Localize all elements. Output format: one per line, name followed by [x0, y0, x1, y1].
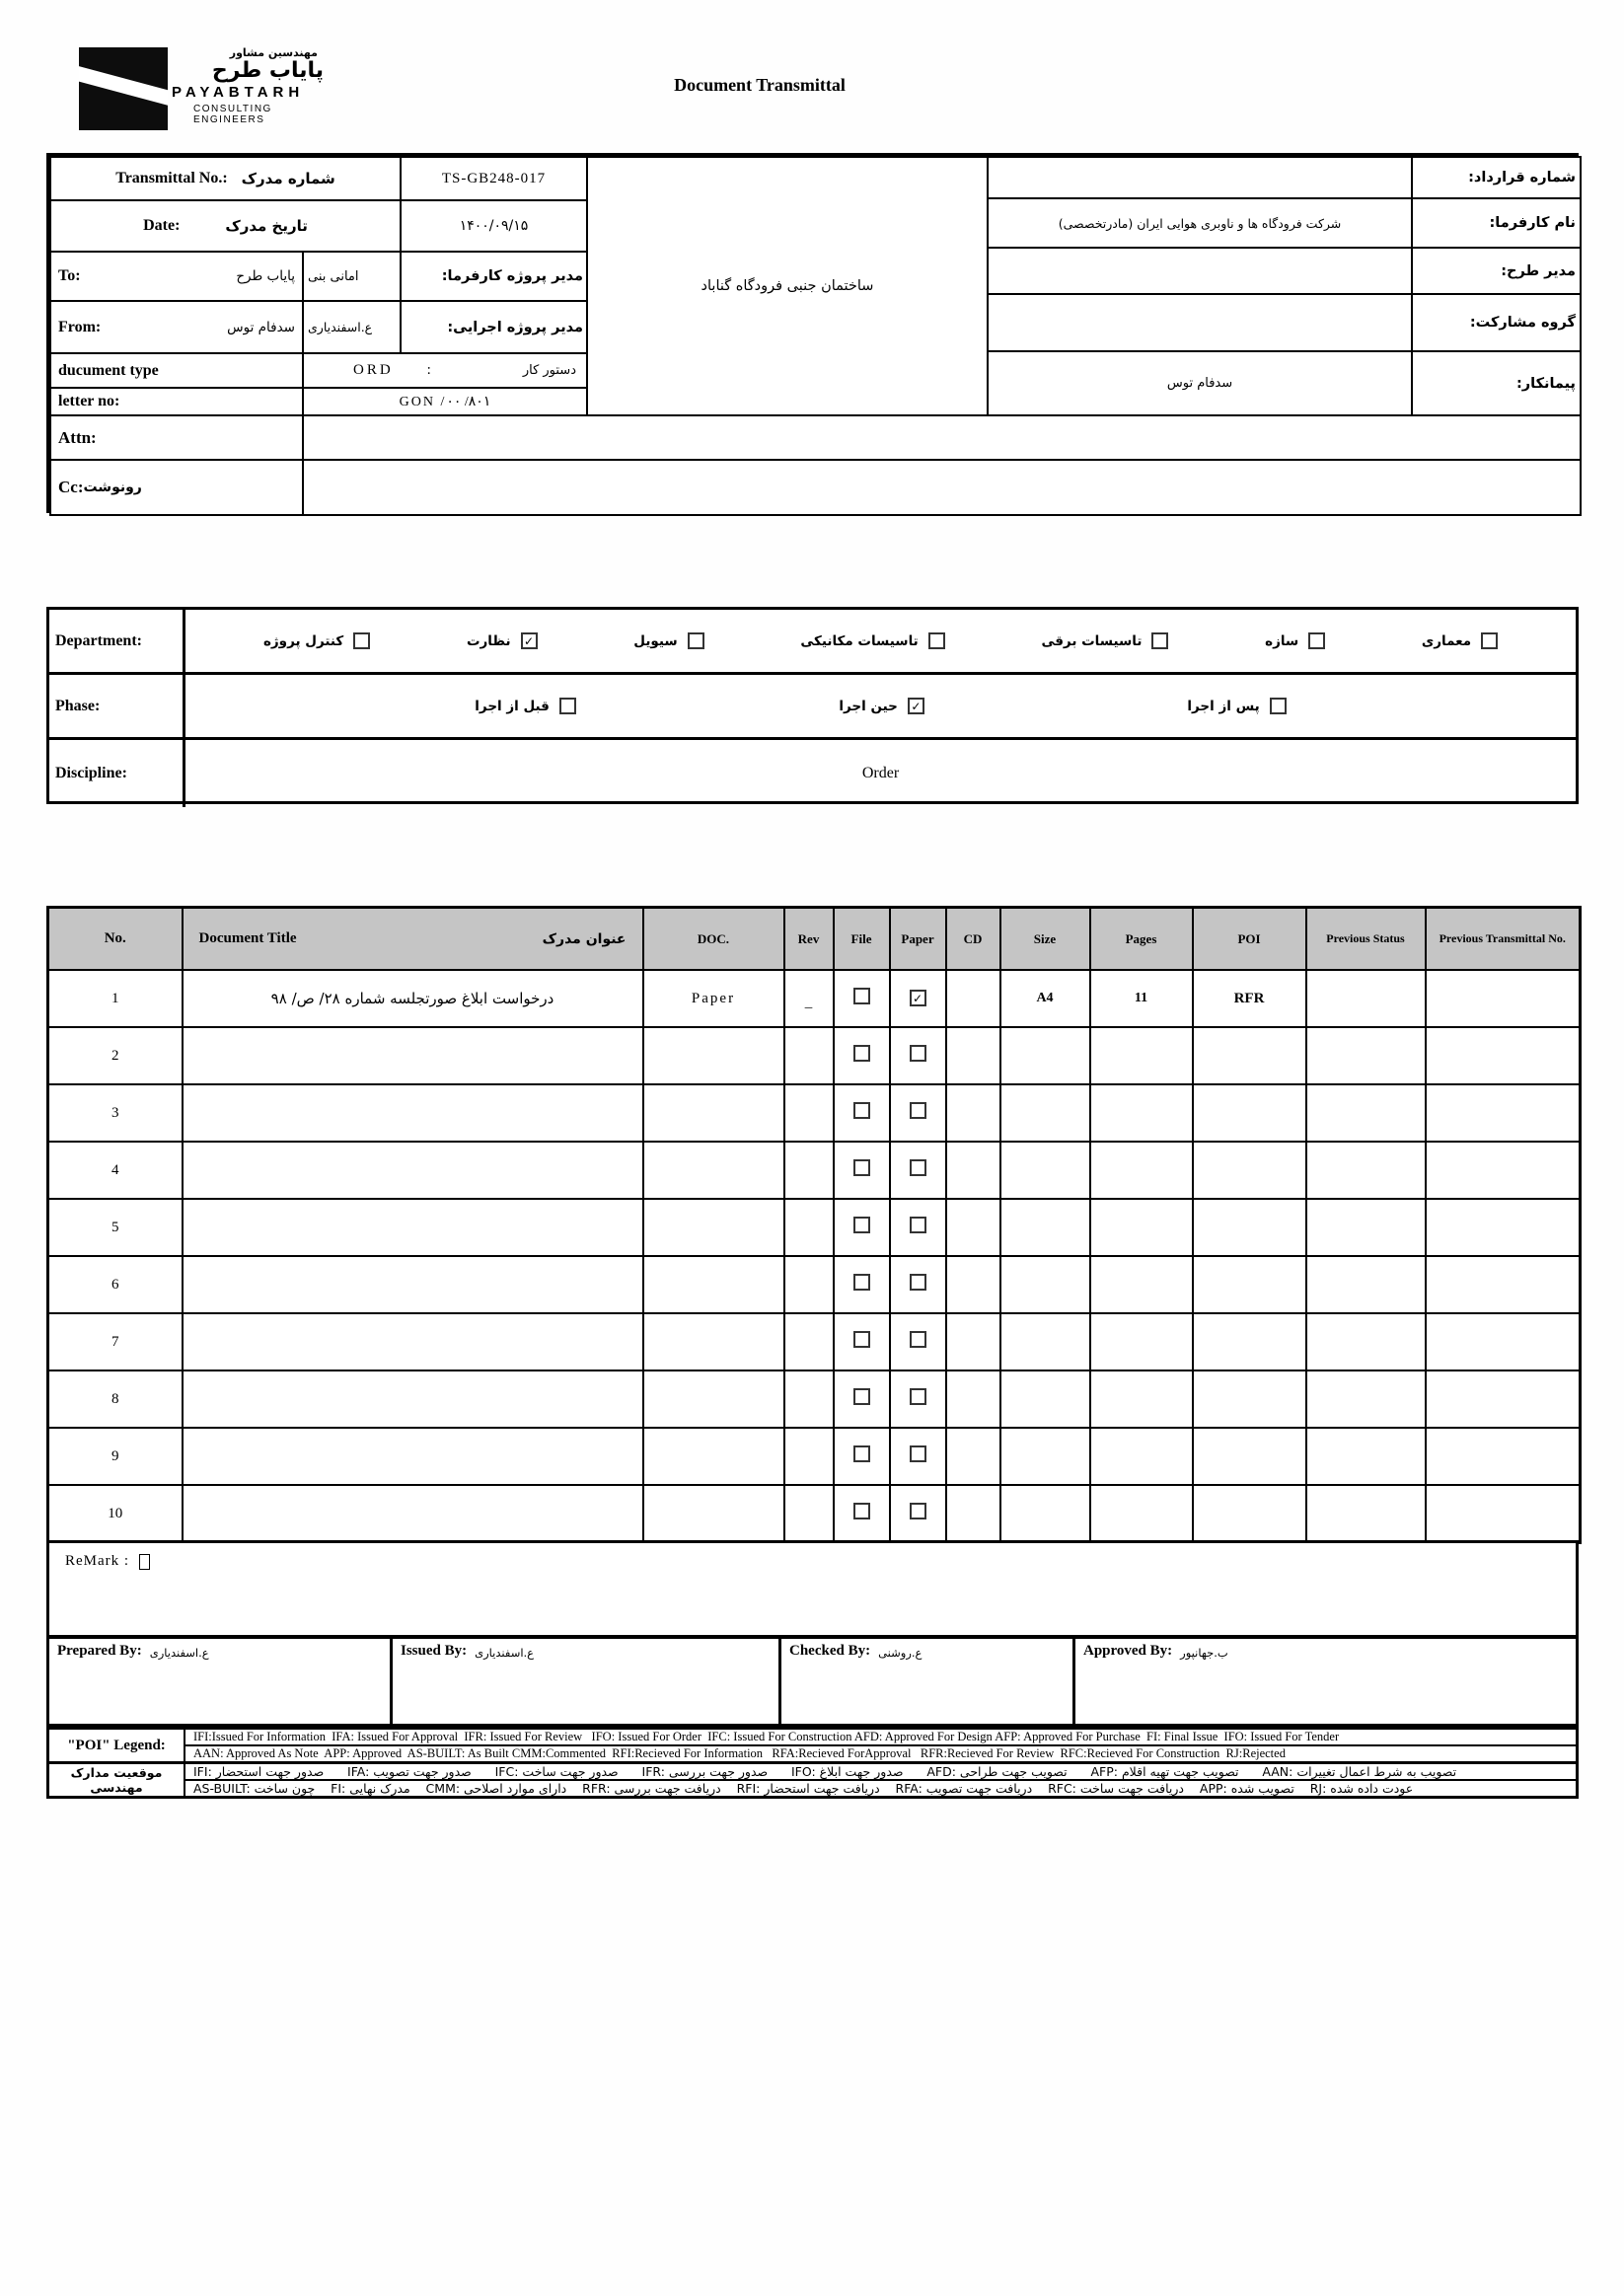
fa-legend-block	[49, 1761, 1576, 1796]
doctype-value: ORD	[353, 362, 394, 378]
signatures-section	[46, 1636, 1579, 1727]
phase-item-during: ✓ حین اجرا	[839, 698, 923, 714]
to-cell	[49, 251, 304, 302]
checked-by-value: ع.روشنی	[878, 1646, 923, 1660]
doctype-value-cell	[302, 352, 588, 389]
date-label-fa: تاریخ مدرک	[225, 217, 308, 235]
to-person: امانی بنی	[302, 251, 402, 302]
classification-table	[46, 607, 1579, 804]
department-item-supervision: ✓ نظارت	[467, 632, 538, 649]
after-execution-checkbox[interactable]	[1270, 698, 1287, 714]
info-table	[46, 153, 1579, 513]
client-name-value: شرکت فرودگاه ها و ناوبری هوایی ایران (مادرتخصصی)	[987, 197, 1413, 249]
col-header-title	[183, 908, 643, 971]
col-header-paper: Paper	[890, 908, 946, 971]
phase-item-after: پس از اجرا	[1187, 698, 1286, 714]
phase-item-before: قبل از اجرا	[475, 698, 576, 714]
paper-checkbox[interactable]	[910, 1331, 926, 1348]
poi-legend-line1: IFI:Issued For Information IFA: Issued For Approval IFR: Issued For Review IFO: Issued For Order IFC: Issued For Construction AFD: Approved For Design AFP: Approved For Purchase FI: Final Issue IFO: Issued For Tender	[185, 1730, 1576, 1746]
cc-label	[49, 459, 304, 516]
discipline-label: Discipline:	[49, 740, 185, 807]
civil-checkbox[interactable]	[688, 632, 704, 649]
col-header-prev-status: Previous Status	[1306, 908, 1426, 971]
table-row: 5	[48, 1199, 1581, 1256]
col-header-poi: POI	[1193, 908, 1306, 971]
fa-legend-line1: IFI: صدور جهت استحضار IFA: صدور جهت تصویب IFC: صدور جهت ساخت IFR: صدور جهت بررسی IFO: صدور جهت ابلاغ AFD: تصویب جهت طراحی AFP: تصویب جهت تهیه اقلام AAN: تصویب به شرط اعمال تغییرات	[185, 1764, 1576, 1781]
discipline-value: Order	[861, 765, 900, 781]
contractor-label: پیمانکار:	[1411, 350, 1582, 416]
approved-by-label: Approved By:	[1083, 1643, 1173, 1659]
remark-placeholder-box	[139, 1554, 150, 1570]
date-label-en: Date:	[143, 217, 181, 234]
cc-value	[302, 459, 1582, 516]
transmittal-no-label-cell	[49, 156, 402, 201]
transmittal-no-label-fa: شماره مدرک	[241, 170, 335, 187]
design-mgr-value	[987, 247, 1413, 295]
issued-by-value: ع.اسفندیاری	[475, 1646, 535, 1660]
date-label-cell	[49, 199, 402, 253]
col-header-no: No.	[48, 908, 183, 971]
jv-group-label: گروه مشارکت:	[1411, 293, 1582, 352]
date-value: ۱۴۰۰/۰۹/۱۵	[400, 199, 588, 253]
paper-checkbox[interactable]	[910, 1503, 926, 1519]
file-checkbox[interactable]	[853, 1445, 870, 1462]
logo-company-subtitle: CONSULTING ENGINEERS	[193, 103, 272, 125]
remark-section	[46, 1540, 1579, 1638]
doctype-label: ducument type	[49, 352, 304, 389]
letterno-value: GON /۰۰ /۸۰۱	[302, 387, 588, 416]
contract-no-value	[987, 156, 1413, 199]
contract-no-label: شماره قرارداد:	[1411, 156, 1582, 199]
table-row: 3	[48, 1084, 1581, 1142]
poi-legend-label: "POI" Legend:	[49, 1730, 185, 1761]
file-checkbox[interactable]	[853, 1503, 870, 1519]
jv-group-value	[987, 293, 1413, 352]
project-control-checkbox[interactable]	[353, 632, 370, 649]
paper-checkbox[interactable]	[910, 1102, 926, 1119]
approved-by-value: ب.جهانپور	[1180, 1646, 1228, 1660]
phase-label: Phase:	[49, 675, 185, 737]
issued-by-cell	[393, 1639, 781, 1724]
department-item-structure: سازه	[1265, 632, 1325, 649]
paper-checkbox[interactable]	[910, 1274, 926, 1291]
phase-row	[49, 675, 1576, 740]
department-row	[49, 610, 1576, 675]
prepared-by-value: ع.اسفندیاری	[149, 1646, 209, 1660]
table-row: 2	[48, 1027, 1581, 1084]
legend-section	[46, 1727, 1579, 1799]
col-header-size: Size	[1000, 908, 1090, 971]
page-title: Document Transmittal	[674, 75, 846, 95]
logo-fa-small: مهندسین مشاور	[229, 46, 318, 59]
electrical-checkbox[interactable]	[1151, 632, 1168, 649]
department-item-electrical: تاسیسات برقی	[1041, 632, 1168, 649]
col-header-file: File	[834, 908, 890, 971]
supervision-checkbox[interactable]: ✓	[521, 632, 538, 649]
from-cell	[49, 300, 304, 354]
poi-legend-block	[49, 1730, 1576, 1761]
document-table	[46, 906, 1582, 1544]
design-mgr-label: مدیر طرح:	[1411, 247, 1582, 295]
table-row: 7	[48, 1313, 1581, 1370]
logo-company-name: PAYABTARH	[172, 84, 305, 102]
poi-legend-line2: AAN: Approved As Note APP: Approved AS-BUILT: As Built CMM:Commented RFI:Recieved For Information RFA:Recieved ForApproval RFR:Recieved For Review RFC:Recieved For Construction RJ:Rejected	[193, 1746, 1286, 1760]
col-header-prev-transmittal: Previous Transmittal No.	[1426, 908, 1581, 971]
structure-checkbox[interactable]	[1308, 632, 1325, 649]
file-checkbox[interactable]	[853, 1217, 870, 1233]
file-checkbox[interactable]	[853, 1045, 870, 1062]
file-checkbox[interactable]	[853, 1388, 870, 1405]
mechanical-checkbox[interactable]	[928, 632, 945, 649]
table-row: 4	[48, 1142, 1581, 1199]
project-name-cell: ساختمان جنبی فرودگاه گناباد	[586, 156, 989, 416]
to-value: پایاب طرح	[236, 268, 295, 284]
phase-items	[185, 675, 1576, 737]
paper-checkbox[interactable]	[910, 1445, 926, 1462]
table-row: 9	[48, 1428, 1581, 1485]
prepared-by-label: Prepared By:	[57, 1643, 142, 1659]
doctype-fa: دستور کار	[522, 363, 576, 378]
paper-checkbox[interactable]	[910, 1388, 926, 1405]
letterno-label: letter no:	[49, 387, 304, 416]
table-row: 6	[48, 1256, 1581, 1313]
discipline-row	[49, 740, 1576, 807]
department-item-project-control: کنترل پروژه	[263, 632, 370, 649]
transmittal-no-value: TS-GB248-017	[400, 156, 588, 201]
before-execution-checkbox[interactable]	[559, 698, 576, 714]
to-label: To:	[58, 267, 81, 284]
file-checkbox[interactable]	[853, 1159, 870, 1176]
client-pm-label: مدیر پروژه کارفرما:	[400, 251, 588, 302]
table-row: 8	[48, 1370, 1581, 1428]
file-checkbox[interactable]	[853, 1331, 870, 1348]
paper-checkbox[interactable]	[910, 1045, 926, 1062]
logo-fa-large: پایاب طرح	[211, 58, 324, 84]
table-row: 1 درخواست ابلاغ صورتجلسه شماره ۲۸/ ص/ ۹۸ Paper _ ✓ A4 11 RFR	[48, 970, 1581, 1027]
remark-label: ReMark :	[65, 1553, 130, 1569]
checked-by-label: Checked By:	[789, 1643, 871, 1659]
contractor-value: سدفام توس	[987, 350, 1413, 416]
exec-pm-label: مدیر پروژه اجرایی:	[400, 300, 588, 354]
fa-legend-line2: AS-BUILT: چون ساخت FI: مدرک نهایی CMM: دارای موارد اصلاحی RFR: دریافت جهت بررسی RFI: دریافت جهت استحضار RFA: دریافت جهت تصویب RFC: دریافت جهت ساخت APP: تصویب شده RJ: عودت داده شده	[193, 1781, 1414, 1796]
col-header-rev: Rev	[784, 908, 834, 971]
table-row: 10	[48, 1485, 1581, 1543]
during-execution-checkbox[interactable]: ✓	[908, 698, 924, 714]
file-checkbox[interactable]	[853, 1102, 870, 1119]
from-person: ع.اسفندیاری	[302, 300, 402, 354]
from-value: سدفام توس	[227, 319, 295, 335]
attn-value	[302, 414, 1582, 461]
paper-checkbox[interactable]	[910, 1217, 926, 1233]
department-item-civil: سیویل	[633, 632, 703, 649]
department-item-mechanical: تاسیسات مکانیکی	[800, 632, 944, 649]
department-items	[185, 610, 1576, 672]
department-label: Department:	[49, 610, 185, 672]
fa-legend-label: موقعیت مدارک مهندسی	[49, 1764, 185, 1796]
col-header-title-en: Document Title	[198, 930, 297, 946]
prepared-by-cell	[49, 1639, 393, 1724]
transmittal-no-label-en: Transmittal No.:	[115, 170, 228, 186]
file-checkbox[interactable]	[853, 1274, 870, 1291]
attn-label: Attn:	[49, 414, 304, 461]
department-item-architecture: معماری	[1422, 632, 1498, 649]
col-header-cd: CD	[946, 908, 1000, 971]
checked-by-cell	[781, 1639, 1075, 1724]
cc-label-en: Cc:	[58, 478, 84, 496]
from-label: From:	[58, 318, 102, 335]
paper-checkbox[interactable]	[910, 1159, 926, 1176]
approved-by-cell	[1075, 1639, 1576, 1724]
table-header-row	[48, 908, 1581, 971]
cc-label-fa: رونوشت	[83, 480, 142, 495]
col-header-title-fa: عنوان مدرک	[542, 930, 627, 947]
issued-by-label: Issued By:	[401, 1643, 468, 1659]
client-name-label: نام کارفرما:	[1411, 197, 1582, 249]
col-header-pages: Pages	[1090, 908, 1193, 971]
file-checkbox[interactable]	[853, 988, 870, 1004]
paper-checkbox[interactable]: ✓	[910, 990, 926, 1006]
doctype-colon: :	[426, 362, 431, 378]
col-header-doc: DOC.	[643, 908, 784, 971]
architecture-checkbox[interactable]	[1481, 632, 1498, 649]
